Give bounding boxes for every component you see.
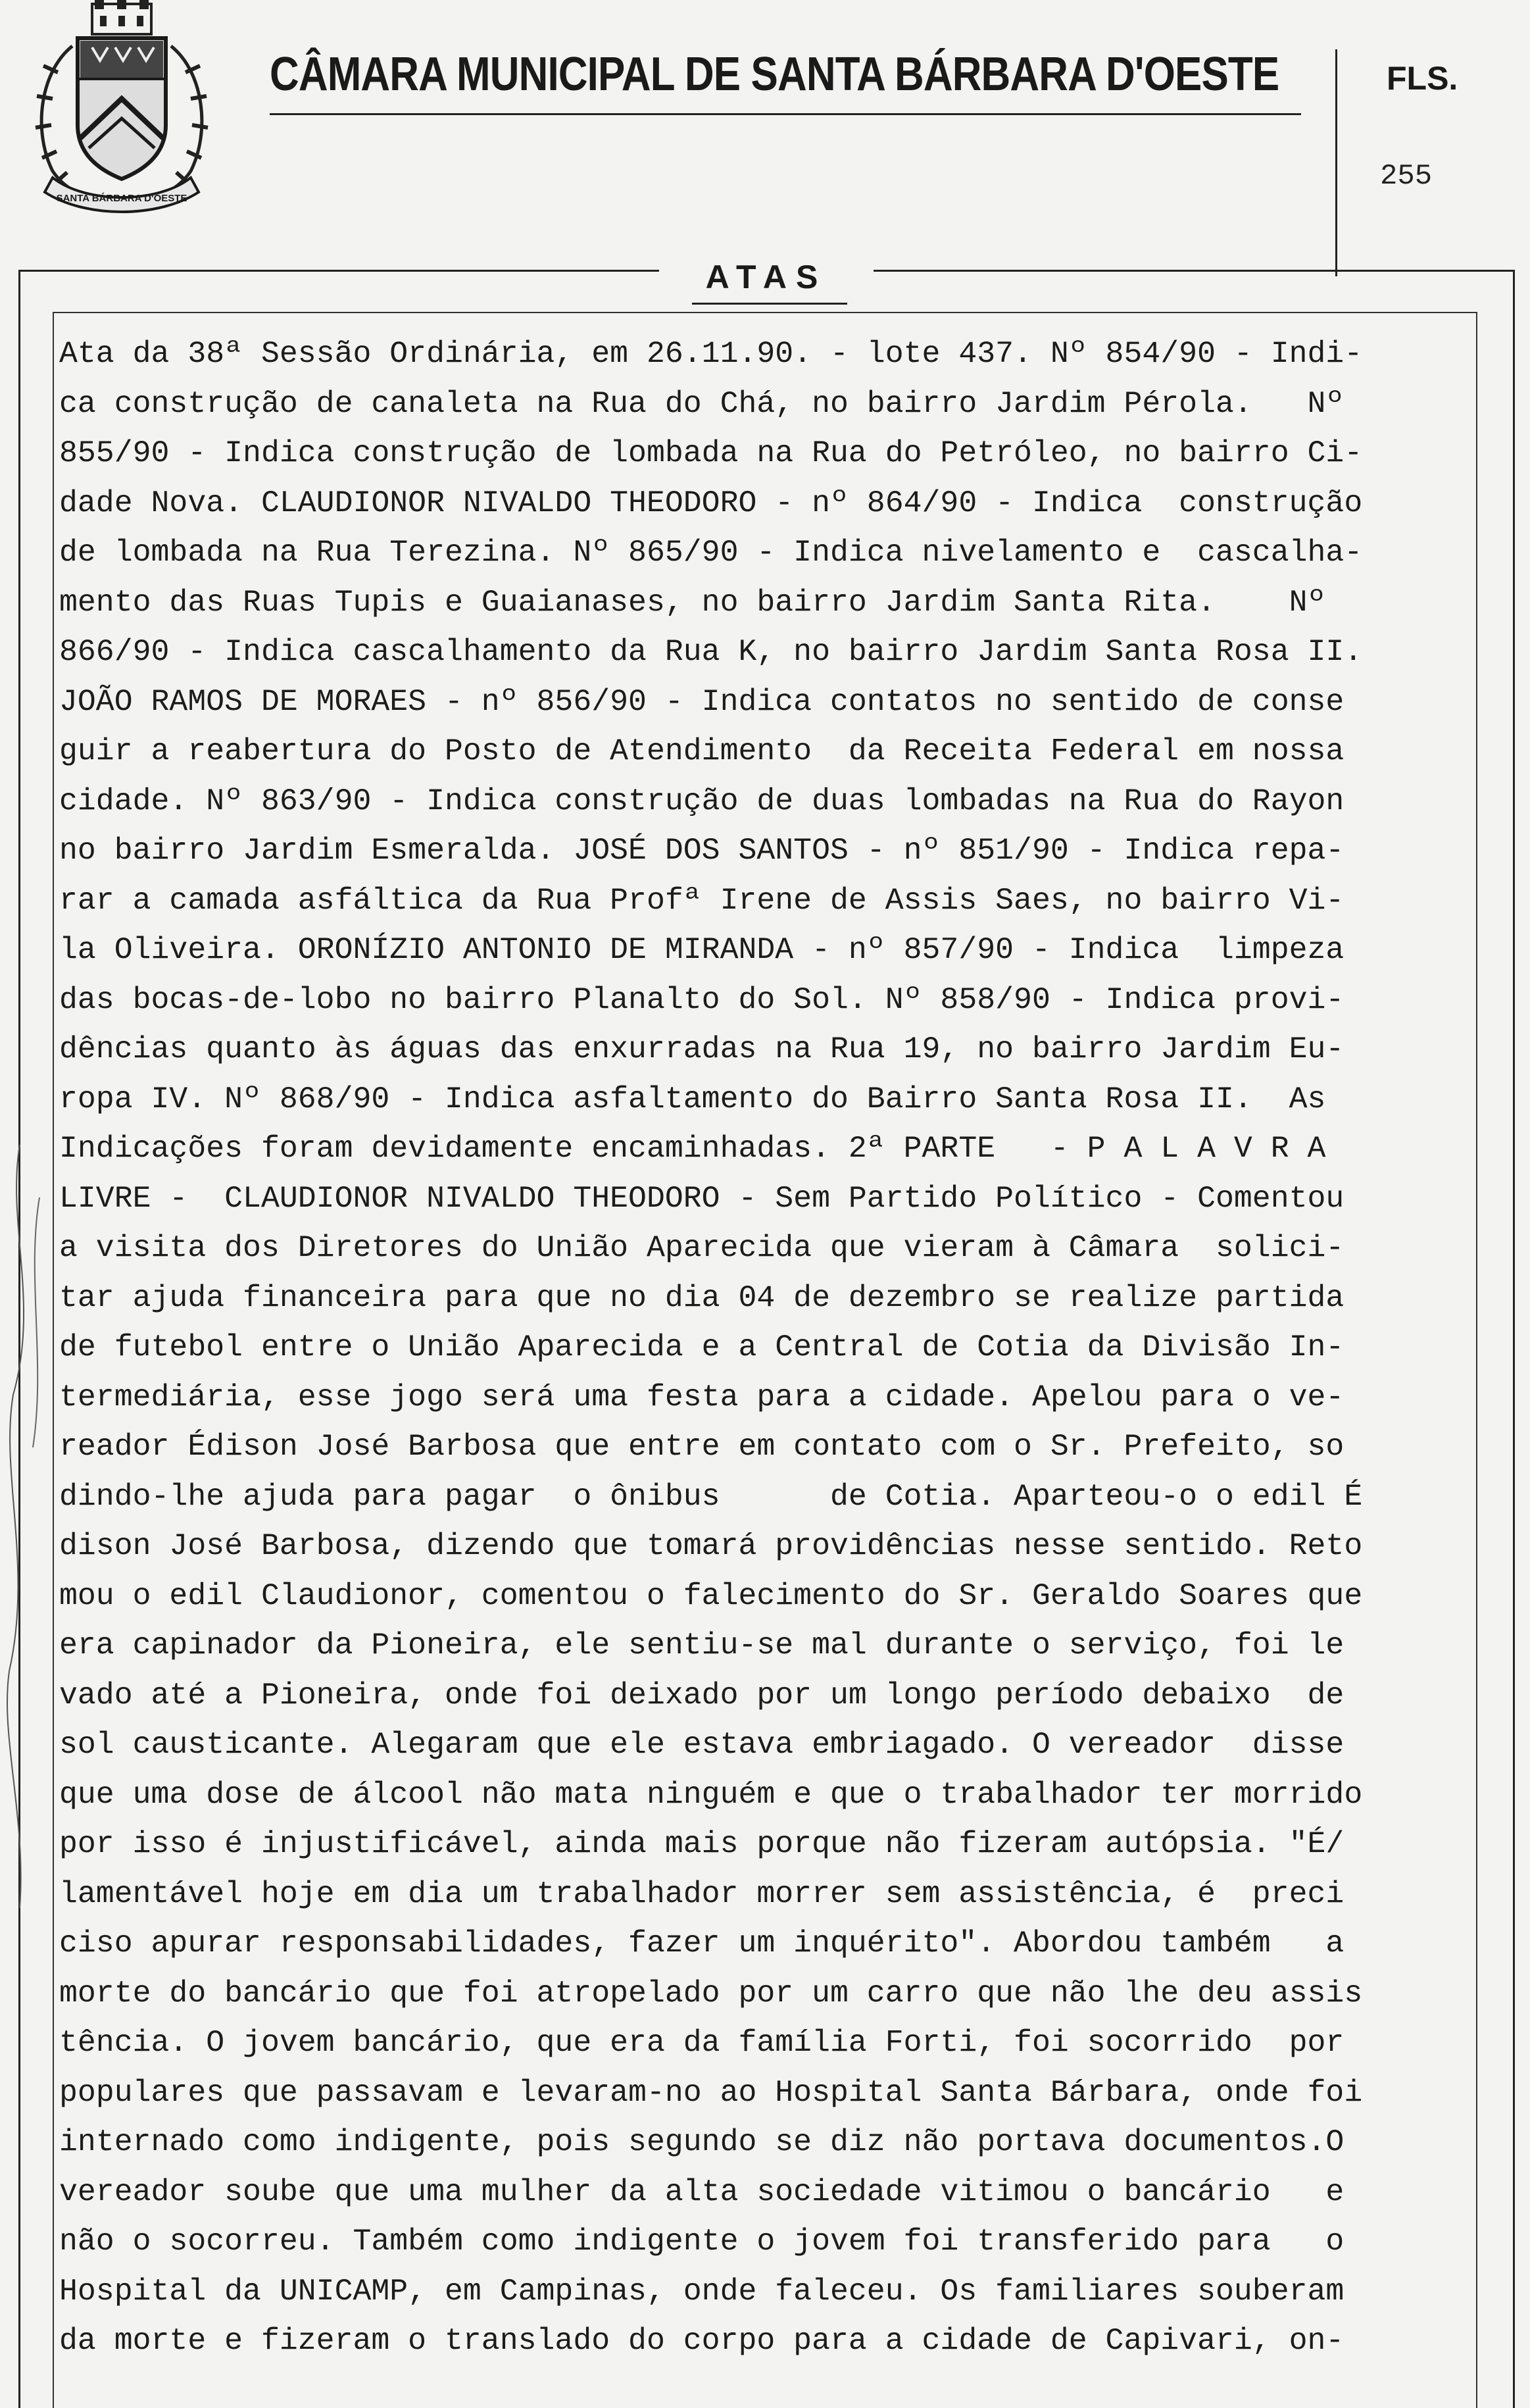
inner-frame-right	[1476, 312, 1477, 2408]
inner-frame-top	[53, 312, 1477, 313]
margin-pen-marks	[0, 1145, 53, 1908]
text-line: mou o edil Claudionor, comentou o falecimento do Sr. Geraldo Soares que	[59, 1578, 1363, 1613]
text-line: Hospital da UNICAMP, em Campinas, onde faleceu. Os familiares souberam	[59, 2273, 1345, 2309]
text-line: populares que passavam e levaram-no ao Hospital Santa Bárbara, onde foi	[59, 2074, 1363, 2110]
text-line: la Oliveira. ORONÍZIO ANTONIO DE MIRANDA - nº 857/90 - Indica limpeza	[59, 932, 1345, 967]
text-line: de futebol entre o União Aparecida e a Central de Cotia da Divisão In-	[59, 1330, 1345, 1365]
text-line: cidade. Nº 863/90 - Indica construção de duas lombadas na Rua do Rayon	[59, 783, 1345, 818]
text-line: de lombada na Rua Terezina. Nº 865/90 - Indica nivelamento e cascalha-	[59, 535, 1363, 570]
text-line: a visita dos Diretores do União Aparecida que vieram à Câmara solici-	[59, 1230, 1345, 1265]
text-line: ca construção de canaleta na Rua do Chá, no bairro Jardim Pérola. Nº	[59, 386, 1345, 421]
text-line: vado até a Pioneira, onde foi deixado por um longo período debaixo de	[59, 1677, 1345, 1713]
text-line: ropa IV. Nº 868/90 - Indica asfaltamento do Bairro Santa Rosa II. As	[59, 1081, 1326, 1116]
text-line: não o socorreu. Também como indigente o jovem foi transferido para o	[59, 2224, 1345, 2259]
text-line: tência. O jovem bancário, que era da família Forti, foi socorrido por	[59, 2025, 1345, 2060]
text-line: LIVRE - CLAUDIONOR NIVALDO THEODORO - Sem Partido Político - Comentou	[59, 1180, 1345, 1216]
text-line: vereador soube que uma mulher da alta sociedade vitimou o bancário e	[59, 2174, 1345, 2209]
text-line: que uma dose de álcool não mata ninguém e que o trabalhador ter morrido	[59, 1776, 1363, 1812]
text-line: reador Édison José Barbosa que entre em contato com o Sr. Prefeito, so	[59, 1429, 1345, 1464]
section-title-underline	[692, 303, 847, 305]
text-line: lamentável hoje em dia um trabalhador morrer sem assistência, é preci	[59, 1876, 1345, 1911]
header-divider	[1335, 49, 1337, 276]
text-line: 855/90 - Indica construção de lombada na Rua do Petróleo, no bairro Ci-	[59, 436, 1363, 470]
section-title: ATAS	[705, 259, 827, 295]
text-line: JOÃO RAMOS DE MORAES - nº 856/90 - Indica contatos no sentido de conse	[59, 684, 1345, 719]
text-line: dindo-lhe ajuda para pagar o ônibus de Cotia. Aparteou-o o edil É	[59, 1478, 1363, 1514]
text-line: tar ajuda financeira para que no dia 04 de dezembro se realize partida	[59, 1280, 1345, 1315]
text-line: ciso apurar responsabilidades, fazer um inquérito". Abordou também a	[59, 1926, 1345, 1961]
page-number: 255	[1380, 160, 1433, 193]
text-line: sol causticante. Alegaram que ele estava embriagado. O vereador disse	[59, 1727, 1345, 1762]
frame-right	[1513, 270, 1515, 2408]
text-line: dade Nova. CLAUDIONOR NIVALDO THEODORO - nº 864/90 - Indica construção	[59, 485, 1363, 520]
text-line: rar a camada asfáltica da Rua Profª Irene de Assis Saes, no bairro Vi-	[59, 882, 1345, 918]
text-line: 866/90 - Indica cascalhamento da Rua K, no bairro Jardim Santa Rosa II.	[59, 634, 1363, 669]
frame-top-right	[874, 270, 1515, 272]
fls-label: FLS.	[1387, 60, 1458, 97]
text-line: dências quanto às águas das enxurradas na Rua 19, no bairro Jardim Eu-	[59, 1032, 1345, 1066]
minutes-text	[59, 329, 1473, 2366]
text-line: das bocas-de-lobo no bairro Planalto do Sol. Nº 858/90 - Indica provi-	[59, 982, 1345, 1017]
crest-motto: SANTA BÁRBARA D'OESTE	[56, 193, 187, 204]
text-line: termediária, esse jogo será uma festa para a cidade. Apelou para o ve-	[59, 1379, 1345, 1415]
inner-frame-left	[53, 312, 54, 2408]
frame-top-left	[18, 270, 659, 272]
text-line: Indicações foram devidamente encaminhadas. 2ª PARTE - P A L A V R A	[59, 1131, 1326, 1166]
text-line: mento das Ruas Tupis e Guaianases, no bairro Jardim Santa Rita. Nº	[59, 584, 1326, 620]
text-line: da morte e fizeram o translado do corpo para a cidade de Capivari, on-	[59, 2323, 1345, 2358]
text-line: internado como indigente, pois segundo se diz não portava documentos.O	[59, 2124, 1345, 2159]
text-line: guir a reabertura do Posto de Atendimento da Receita Federal em nossa	[59, 734, 1345, 768]
text-line: dison José Barbosa, dizendo que tomará providências nesse sentido. Reto	[59, 1528, 1363, 1563]
text-line: Ata da 38ª Sessão Ordinária, em 26.11.90. - lote 437. Nº 854/90 - Indi-	[59, 336, 1363, 371]
text-line: morte do bancário que foi atropelado por um carro que não lhe deu assis	[59, 1975, 1363, 2011]
text-line: era capinador da Pioneira, ele sentiu-se mal durante o serviço, foi le	[59, 1628, 1345, 1663]
coat-of-arms-icon	[26, 0, 217, 217]
institution-title: CÂMARA MUNICIPAL DE SANTA BÁRBARA D'OESTE	[270, 48, 1279, 101]
text-line: no bairro Jardim Esmeralda. JOSÉ DOS SANTOS - nº 851/90 - Indica repa-	[59, 833, 1345, 868]
header-rule	[270, 113, 1301, 115]
text-line: por isso é injustificável, ainda mais porque não fizeram autópsia. "É/	[59, 1826, 1345, 1861]
